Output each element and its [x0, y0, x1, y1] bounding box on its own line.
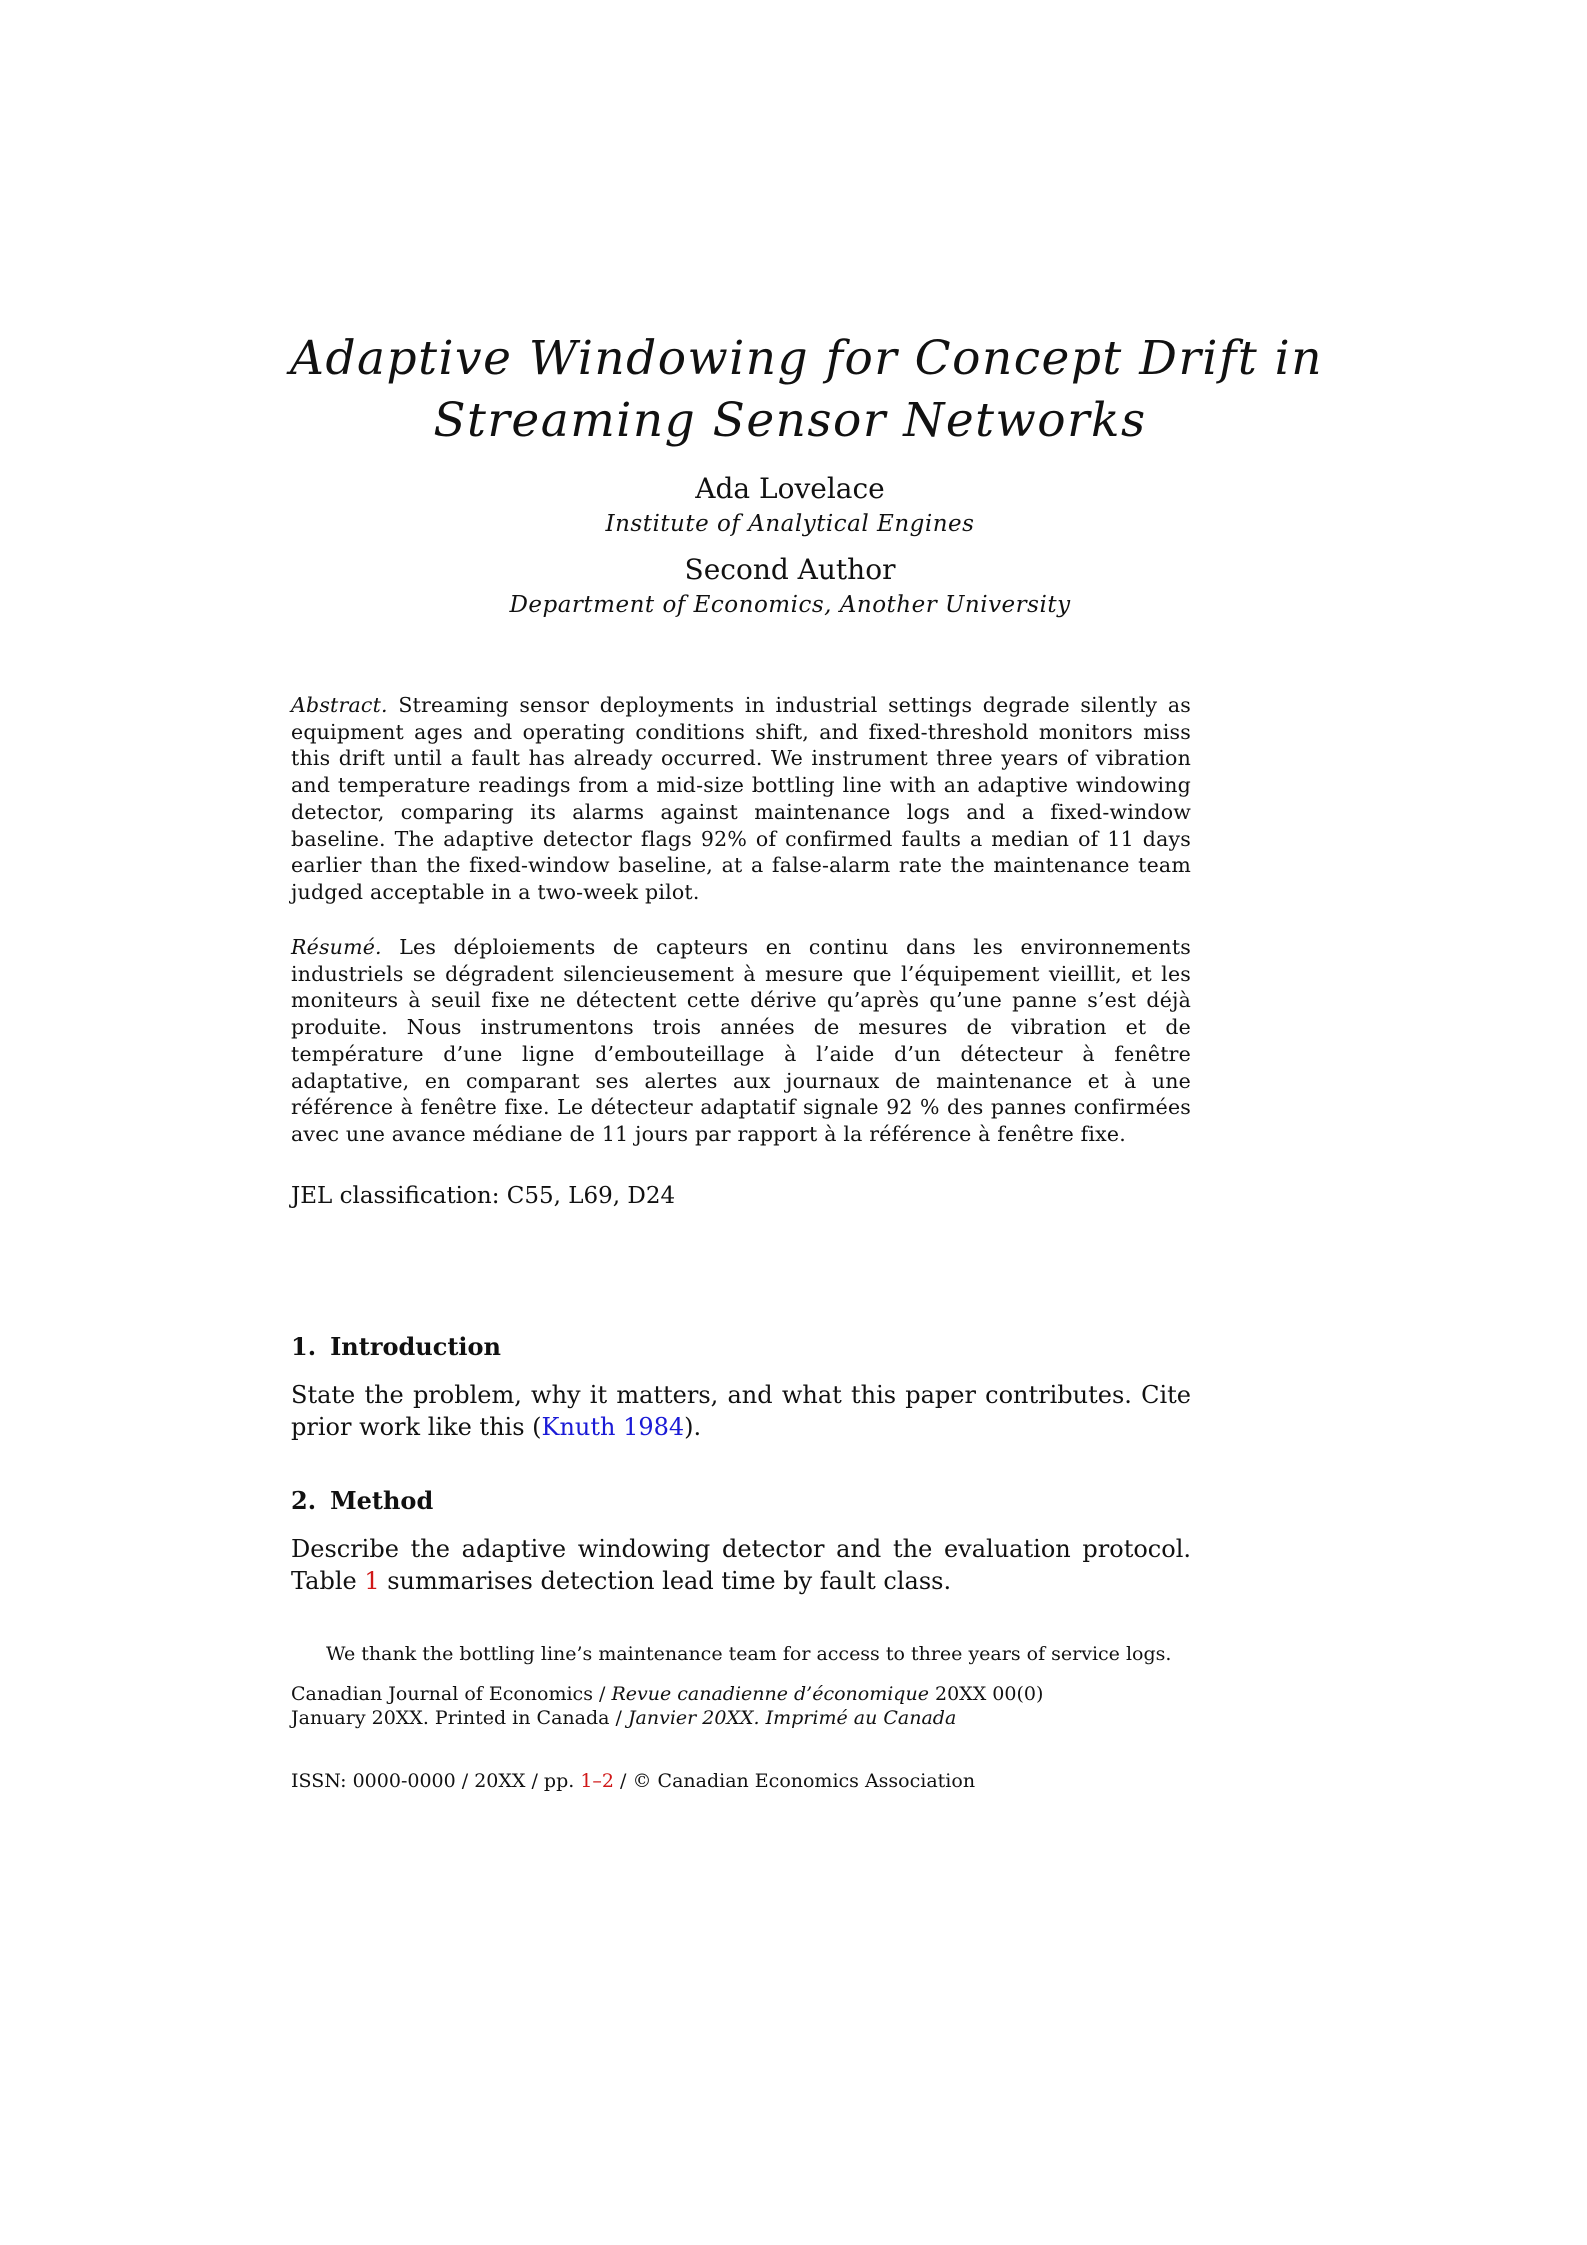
abstract-text: Streaming sensor deployments in industrial settings degrade silently as equipment ages and operating conditions shift, and fixed-threshold monitors miss this drift until a fault has already occurred. We instrument three years of vibration and temperature readings from a mid-size bottling line with an adaptive windowing detector, comparing its alarms against maintenance logs and a fixed-window baseline. The adaptive detector flags 92% of confirmed faults a median of 11 days earlier than the fixed-window baseline, at a false-alarm rate the maintenance team judged acceptable in a two-week pilot.: [291, 693, 1192, 904]
abstract: [291, 692, 1191, 906]
author-1-name: Ada Lovelace: [695, 472, 885, 505]
author-1-affiliation: Institute of Analytical Engines: [605, 511, 975, 537]
section-heading-method: [291, 1486, 433, 1516]
resume: [291, 934, 1191, 1148]
print-info-french: Janvier 20XX. Imprimé au Canada: [627, 1707, 957, 1729]
issn-prefix: ISSN: 0000-0000 / 20XX / pp.: [291, 1770, 581, 1792]
print-info: January 20XX. Printed in Canada /: [291, 1707, 628, 1729]
journal-name-french: Revue canadienne d’économique: [611, 1683, 929, 1705]
section-number: 1.: [291, 1332, 317, 1361]
citation-link[interactable]: Knuth 1984: [541, 1413, 685, 1441]
resume-text: Les déploiements de capteurs en continu dans les environnements industriels se dégradent silencieusement à mesure que l’équipement vieillit, et les moniteurs à seuil fixe ne détectent cette dérive qu’après qu’une panne s’est déjà produite. Nous instrumentons trois années de mesures de vibration et de température d’une ligne d’embouteillage à l’aide d’un détecteur à fenêtre adaptative, en comparant ses alertes aux journaux de maintenance et à une référence à fenêtre fixe. Le détecteur adaptatif signale 92 % des pannes confirmées avec une avance médiane de 11 jours par rapport à la référence à fenêtre fixe.: [291, 935, 1191, 1146]
section-title: Method: [330, 1486, 434, 1515]
section-title: Introduction: [330, 1332, 501, 1361]
journal-line-1: [291, 1682, 1043, 1706]
title-line-1: Adaptive Windowing for Concept Drift in: [290, 331, 1323, 386]
issn-line: [291, 1769, 975, 1793]
resume-label: Résumé.: [291, 935, 382, 959]
method-paragraph: [291, 1533, 1191, 1597]
section-heading-introduction: [291, 1332, 501, 1362]
author-2-affiliation: Department of Economics, Another University: [509, 592, 1071, 618]
issn-suffix: / © Canadian Economics Association: [614, 1770, 976, 1792]
page-range-separator: –: [592, 1770, 602, 1792]
section-number: 2.: [291, 1486, 317, 1515]
page-start-link[interactable]: 1: [580, 1770, 593, 1792]
jel-classification: JEL classification: C55, L69, D24: [291, 1183, 676, 1209]
author-2-name: Second Author: [684, 553, 896, 586]
journal-volume: 20XX 00(0): [928, 1683, 1044, 1705]
page-end-link[interactable]: 2: [601, 1770, 615, 1792]
introduction-paragraph: [291, 1379, 1191, 1443]
paragraph-text: summarises detection lead time by fault class.: [379, 1567, 952, 1595]
abstract-label: Abstract.: [291, 693, 388, 717]
journal-line-2: [291, 1706, 1043, 1730]
acknowledgement: We thank the bottling line’s maintenance team for access to three years of service logs.: [326, 1643, 1172, 1665]
journal-info: [291, 1682, 1043, 1730]
journal-name: Canadian Journal of Economics /: [291, 1683, 612, 1705]
paragraph-text: State the problem, why it matters, and what this paper contributes. Cite prior work like this (: [291, 1381, 1191, 1441]
paragraph-text: ).: [684, 1413, 702, 1441]
title-line-2: Streaming Sensor Networks: [433, 393, 1147, 448]
table-reference-link[interactable]: 1: [364, 1567, 380, 1595]
paper-title: [290, 328, 1323, 452]
paragraph-text: Describe the adaptive windowing detector and the evaluation protocol. Table: [291, 1535, 1191, 1595]
